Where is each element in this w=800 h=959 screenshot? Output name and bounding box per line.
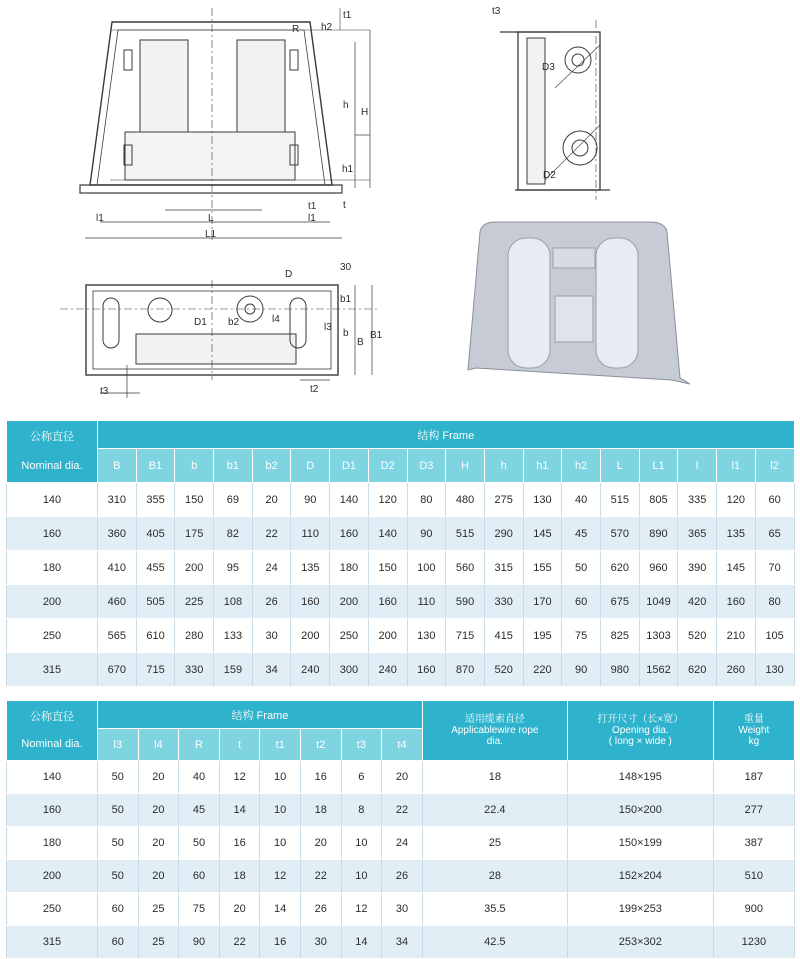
dim-label: D2 xyxy=(543,170,556,181)
table-row xyxy=(7,585,795,619)
column-header: l1 xyxy=(717,449,756,483)
table-row xyxy=(7,517,795,551)
table-cell: 480 xyxy=(446,483,485,517)
column-header: D xyxy=(291,449,330,483)
column-header: t xyxy=(219,729,260,761)
column-header: b2 xyxy=(252,449,291,483)
table-cell: 315 xyxy=(7,926,98,959)
dim-label: 30 xyxy=(340,262,352,273)
table-cell: 387 xyxy=(713,827,794,860)
table-cell: 515 xyxy=(446,517,485,551)
table-cell: 330 xyxy=(484,585,523,619)
table-cell: 140 xyxy=(330,483,369,517)
front-view xyxy=(80,8,370,240)
technical-drawings xyxy=(0,0,800,405)
table-cell: 277 xyxy=(713,794,794,827)
table-cell: 200 xyxy=(7,585,98,619)
table-cell: 220 xyxy=(523,653,562,687)
dim-label: t xyxy=(343,200,346,211)
table-cell: 670 xyxy=(98,653,137,687)
table-cell: 159 xyxy=(214,653,253,687)
table-row xyxy=(7,653,795,687)
table-cell: 199×253 xyxy=(567,893,713,926)
table-cell: 40 xyxy=(562,483,601,517)
table-cell: 135 xyxy=(717,517,756,551)
table-cell: 60 xyxy=(179,860,220,893)
table-cell: 870 xyxy=(446,653,485,687)
table-cell: 675 xyxy=(600,585,639,619)
dim-label: D1 xyxy=(194,317,207,328)
table-cell: 455 xyxy=(136,551,175,585)
table-cell: 30 xyxy=(300,926,341,959)
table-cell: 300 xyxy=(330,653,369,687)
table-cell: 60 xyxy=(755,483,794,517)
table-cell: 505 xyxy=(136,585,175,619)
table-cell: 20 xyxy=(138,827,179,860)
frame-header: 结构 Frame xyxy=(98,421,795,449)
column-header: D1 xyxy=(330,449,369,483)
table-row xyxy=(7,893,795,926)
dim-label: t2 xyxy=(310,384,319,395)
table-cell: 240 xyxy=(291,653,330,687)
table-cell: 415 xyxy=(484,619,523,653)
table-cell: 10 xyxy=(341,860,382,893)
rope-dia-en: Applicablewire rope xyxy=(451,725,539,736)
table-cell: 65 xyxy=(755,517,794,551)
table-cell: 50 xyxy=(98,761,139,794)
column-header: B1 xyxy=(136,449,175,483)
table-cell: 290 xyxy=(484,517,523,551)
table-row xyxy=(7,483,795,517)
table-cell: 108 xyxy=(214,585,253,619)
dim-label: l1 xyxy=(308,213,316,224)
table-row xyxy=(7,619,795,653)
column-header: h xyxy=(484,449,523,483)
column-header: h1 xyxy=(523,449,562,483)
table-cell: 45 xyxy=(179,794,220,827)
table-row xyxy=(7,761,795,794)
nominal-header xyxy=(7,701,98,761)
column-header: h2 xyxy=(562,449,601,483)
dim-label: t3 xyxy=(100,386,109,397)
table-cell: 160 xyxy=(7,794,98,827)
table-cell: 253×302 xyxy=(567,926,713,959)
column-header: R xyxy=(179,729,220,761)
table-cell: 560 xyxy=(446,551,485,585)
spec-table-1 xyxy=(6,420,795,687)
table-row xyxy=(7,860,795,893)
column-header: l2 xyxy=(755,449,794,483)
table-cell: 200 xyxy=(330,585,369,619)
table-cell: 14 xyxy=(341,926,382,959)
weight-header xyxy=(713,701,794,761)
table-cell: 160 xyxy=(291,585,330,619)
table-cell: 69 xyxy=(214,483,253,517)
table-cell: 590 xyxy=(446,585,485,619)
table-cell: 175 xyxy=(175,517,214,551)
nominal-header-cn: 公称直径 xyxy=(30,710,74,723)
column-header: l3 xyxy=(98,729,139,761)
dim-label: B xyxy=(357,337,364,348)
nominal-header-en: Nominal dia. xyxy=(21,737,83,750)
table-cell: 200 xyxy=(368,619,407,653)
table-cell: 150 xyxy=(175,483,214,517)
dim-label: D xyxy=(285,269,293,280)
table-cell: 110 xyxy=(407,585,446,619)
table-cell: 140 xyxy=(368,517,407,551)
table-cell: 360 xyxy=(98,517,137,551)
table-cell: 152×204 xyxy=(567,860,713,893)
weight-en: Weight xyxy=(738,725,770,736)
table-cell: 390 xyxy=(678,551,717,585)
table-cell: 8 xyxy=(341,794,382,827)
table-cell: 24 xyxy=(382,827,423,860)
product-photo xyxy=(468,222,690,384)
nominal-header-cn: 公称直径 xyxy=(30,430,74,443)
table-cell: 260 xyxy=(717,653,756,687)
column-header: L xyxy=(600,449,639,483)
table-cell: 34 xyxy=(382,926,423,959)
table-cell: 510 xyxy=(713,860,794,893)
table-cell: 22.4 xyxy=(422,794,567,827)
table-cell: 10 xyxy=(341,827,382,860)
table-cell: 30 xyxy=(252,619,291,653)
dim-label: t1 xyxy=(308,201,317,212)
table-cell: 160 xyxy=(330,517,369,551)
opening-header xyxy=(567,701,713,761)
column-header: t2 xyxy=(300,729,341,761)
table-cell: 960 xyxy=(639,551,678,585)
table-cell: 200 xyxy=(291,619,330,653)
table-cell: 570 xyxy=(600,517,639,551)
table-cell: 160 xyxy=(407,653,446,687)
table-cell: 160 xyxy=(717,585,756,619)
table-cell: 1562 xyxy=(639,653,678,687)
dim-label: b xyxy=(343,328,349,339)
table-cell: 60 xyxy=(562,585,601,619)
table-cell: 90 xyxy=(291,483,330,517)
table-cell: 900 xyxy=(713,893,794,926)
table-cell: 80 xyxy=(407,483,446,517)
table-cell: 170 xyxy=(523,585,562,619)
column-header: l4 xyxy=(138,729,179,761)
table-cell: 60 xyxy=(98,893,139,926)
column-header: B xyxy=(98,449,137,483)
table-cell: 825 xyxy=(600,619,639,653)
table-cell: 515 xyxy=(600,483,639,517)
table-row xyxy=(7,926,795,959)
table-cell: 520 xyxy=(484,653,523,687)
table-cell: 90 xyxy=(179,926,220,959)
table-cell: 195 xyxy=(523,619,562,653)
dim-label: L1 xyxy=(205,229,217,240)
table-cell: 20 xyxy=(252,483,291,517)
table-cell: 1049 xyxy=(639,585,678,619)
dim-label: L xyxy=(208,213,214,224)
table-cell: 133 xyxy=(214,619,253,653)
column-header: t4 xyxy=(382,729,423,761)
table-cell: 145 xyxy=(717,551,756,585)
table-cell: 35.5 xyxy=(422,893,567,926)
table-cell: 890 xyxy=(639,517,678,551)
table-cell: 420 xyxy=(678,585,717,619)
table-cell: 620 xyxy=(678,653,717,687)
dim-label: D3 xyxy=(542,62,555,73)
table-cell: 22 xyxy=(252,517,291,551)
table-cell: 22 xyxy=(219,926,260,959)
table-cell: 42.5 xyxy=(422,926,567,959)
column-header: L1 xyxy=(639,449,678,483)
table-cell: 14 xyxy=(219,794,260,827)
dim-label: H xyxy=(361,107,369,118)
table-cell: 140 xyxy=(7,761,98,794)
table-cell: 50 xyxy=(562,551,601,585)
table-cell: 20 xyxy=(300,827,341,860)
table-cell: 180 xyxy=(7,551,98,585)
table-row xyxy=(7,794,795,827)
table-cell: 50 xyxy=(179,827,220,860)
column-header: H xyxy=(446,449,485,483)
frame-header: 结构 Frame xyxy=(98,701,423,729)
table-cell: 715 xyxy=(136,653,175,687)
table-cell: 26 xyxy=(382,860,423,893)
drawing-svg xyxy=(0,0,800,405)
table-cell: 20 xyxy=(382,761,423,794)
table-cell: 187 xyxy=(713,761,794,794)
table-cell: 70 xyxy=(755,551,794,585)
table-row xyxy=(7,827,795,860)
table-cell: 12 xyxy=(341,893,382,926)
nominal-header-en: Nominal dia. xyxy=(21,459,83,472)
table-cell: 12 xyxy=(219,761,260,794)
table-cell: 155 xyxy=(523,551,562,585)
table-cell: 460 xyxy=(98,585,137,619)
dim-label: h2 xyxy=(321,22,333,33)
table-cell: 40 xyxy=(179,761,220,794)
weight-cn: 重量 xyxy=(743,714,764,725)
rope-dia-header xyxy=(422,701,567,761)
table-cell: 105 xyxy=(755,619,794,653)
table-cell: 120 xyxy=(368,483,407,517)
table-cell: 150 xyxy=(368,551,407,585)
dim-label: l3 xyxy=(324,322,332,333)
table-cell: 28 xyxy=(422,860,567,893)
table-cell: 225 xyxy=(175,585,214,619)
column-header: D3 xyxy=(407,449,446,483)
table-cell: 16 xyxy=(219,827,260,860)
table-cell: 210 xyxy=(717,619,756,653)
table-cell: 24 xyxy=(252,551,291,585)
rope-dia-cn: 适用缆索直径 xyxy=(464,714,525,725)
table-cell: 75 xyxy=(179,893,220,926)
table-cell: 14 xyxy=(260,893,301,926)
table-cell: 120 xyxy=(717,483,756,517)
table-cell: 130 xyxy=(523,483,562,517)
table-cell: 30 xyxy=(382,893,423,926)
dim-label: b1 xyxy=(340,294,352,305)
top-view xyxy=(60,280,380,398)
table-cell: 180 xyxy=(7,827,98,860)
table-cell: 980 xyxy=(600,653,639,687)
table-cell: 25 xyxy=(138,926,179,959)
column-header: l xyxy=(678,449,717,483)
table-cell: 20 xyxy=(219,893,260,926)
dim-label: t1 xyxy=(343,10,352,21)
table-cell: 6 xyxy=(341,761,382,794)
table-cell: 16 xyxy=(300,761,341,794)
table-cell: 805 xyxy=(639,483,678,517)
table-cell: 60 xyxy=(98,926,139,959)
table-cell: 355 xyxy=(136,483,175,517)
table-cell: 34 xyxy=(252,653,291,687)
dim-label: h1 xyxy=(342,164,354,175)
table-cell: 620 xyxy=(600,551,639,585)
nominal-header xyxy=(7,421,98,483)
table-cell: 18 xyxy=(422,761,567,794)
table-cell: 90 xyxy=(407,517,446,551)
table-cell: 25 xyxy=(422,827,567,860)
table-cell: 715 xyxy=(446,619,485,653)
table-cell: 18 xyxy=(219,860,260,893)
dim-label: t3 xyxy=(492,6,501,17)
table-cell: 110 xyxy=(291,517,330,551)
table-cell: 75 xyxy=(562,619,601,653)
table-cell: 315 xyxy=(484,551,523,585)
column-header: D2 xyxy=(368,449,407,483)
column-header: t3 xyxy=(341,729,382,761)
column-header: b xyxy=(175,449,214,483)
table-cell: 22 xyxy=(300,860,341,893)
table-cell: 26 xyxy=(252,585,291,619)
table-cell: 180 xyxy=(330,551,369,585)
table-cell: 50 xyxy=(98,794,139,827)
table-cell: 148×195 xyxy=(567,761,713,794)
opening-en2: ( long × wide ) xyxy=(608,736,672,747)
table-cell: 240 xyxy=(368,653,407,687)
table-cell: 150×199 xyxy=(567,827,713,860)
table-cell: 50 xyxy=(98,860,139,893)
opening-cn: 打开尺寸（长×宽） xyxy=(597,714,684,725)
table-cell: 610 xyxy=(136,619,175,653)
table-cell: 565 xyxy=(98,619,137,653)
table-cell: 18 xyxy=(300,794,341,827)
table-cell: 405 xyxy=(136,517,175,551)
opening-en: Opening dia. xyxy=(611,725,669,736)
table-cell: 335 xyxy=(678,483,717,517)
table-cell: 20 xyxy=(138,761,179,794)
table-cell: 200 xyxy=(175,551,214,585)
table-cell: 100 xyxy=(407,551,446,585)
dim-label: R xyxy=(292,24,300,35)
table-cell: 160 xyxy=(368,585,407,619)
table-cell: 250 xyxy=(7,619,98,653)
table-cell: 80 xyxy=(755,585,794,619)
table-cell: 310 xyxy=(98,483,137,517)
table-cell: 520 xyxy=(678,619,717,653)
table-cell: 16 xyxy=(260,926,301,959)
table-cell: 12 xyxy=(260,860,301,893)
table-cell: 130 xyxy=(755,653,794,687)
table-cell: 140 xyxy=(7,483,98,517)
weight-unit: kg xyxy=(748,736,760,747)
table-cell: 50 xyxy=(98,827,139,860)
dim-label: B1 xyxy=(370,330,383,341)
table-cell: 330 xyxy=(175,653,214,687)
rope-dia-en2: dia. xyxy=(486,736,503,747)
table-cell: 250 xyxy=(330,619,369,653)
table-cell: 250 xyxy=(7,893,98,926)
table-cell: 10 xyxy=(260,794,301,827)
table-cell: 130 xyxy=(407,619,446,653)
spec-table-2 xyxy=(6,700,795,959)
table-cell: 275 xyxy=(484,483,523,517)
table-cell: 1303 xyxy=(639,619,678,653)
table-cell: 10 xyxy=(260,761,301,794)
table-cell: 280 xyxy=(175,619,214,653)
table-cell: 315 xyxy=(7,653,98,687)
table-cell: 22 xyxy=(382,794,423,827)
table-cell: 90 xyxy=(562,653,601,687)
table-cell: 410 xyxy=(98,551,137,585)
dim-label: l1 xyxy=(96,213,104,224)
table-cell: 160 xyxy=(7,517,98,551)
table-cell: 82 xyxy=(214,517,253,551)
column-header: b1 xyxy=(214,449,253,483)
table-row xyxy=(7,551,795,585)
table-cell: 45 xyxy=(562,517,601,551)
table-cell: 95 xyxy=(214,551,253,585)
table-cell: 145 xyxy=(523,517,562,551)
dim-label: l4 xyxy=(272,314,280,325)
table-cell: 25 xyxy=(138,893,179,926)
column-header: t1 xyxy=(260,729,301,761)
table-cell: 1230 xyxy=(713,926,794,959)
dim-label: b2 xyxy=(228,317,240,328)
table-cell: 10 xyxy=(260,827,301,860)
table-cell: 26 xyxy=(300,893,341,926)
table-cell: 20 xyxy=(138,794,179,827)
dim-label: h xyxy=(343,100,349,111)
table-cell: 365 xyxy=(678,517,717,551)
table-cell: 150×200 xyxy=(567,794,713,827)
table-cell: 200 xyxy=(7,860,98,893)
table-cell: 135 xyxy=(291,551,330,585)
table-cell: 20 xyxy=(138,860,179,893)
